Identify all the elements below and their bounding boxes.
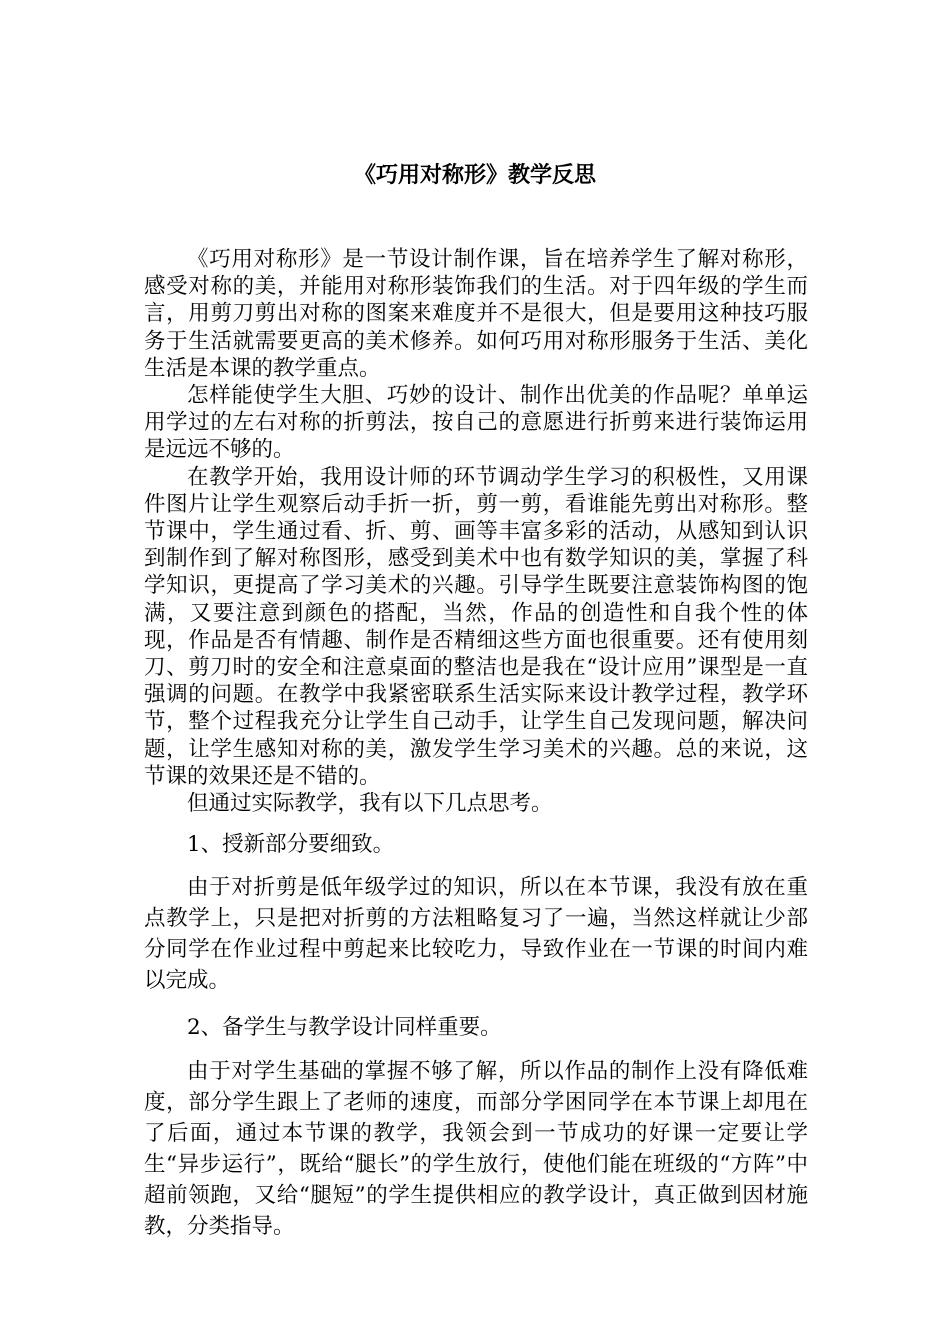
document-title: 《巧用对称形》教学反思 [353, 162, 596, 188]
paragraph-section-2: 由于对学生基础的掌握不够了解，所以作品的制作上没有降低难度，部分学生跟上了老师的速度，而部分学困同学在本节课上却甩在了后面，通过本节课的教学，我领会到一节成功的好课一定要让学生“异步运行”，既给“腿长”的学生放行，使他们能在班级的“方阵”中超前领跑，又给“腿短”的学生提供相应的教学设计，真正做到因材施教，分类指导。 [144, 1058, 808, 1239]
paragraph-question: 怎样能使学生大胆、巧妙的设计、制作出优美的作品呢？单单运用学过的左右对称的折剪法，按自己的意愿进行折剪来进行装饰运用是远远不够的。 [144, 383, 808, 463]
paragraph-teaching-process: 在教学开始，我用设计师的环节调动学生学习的积极性，又用课件图片让学生观察后动手折一折，剪一剪，看谁能先剪出对称形。整节课中，学生通过看、折、剪、画等丰富多彩的活动，从感知到认识到制作到了解对称图形，感受到美术中也有数学知识的美，掌握了科学知识，更提高了学习美术的兴趣。引导学生既要注意装饰构图的饱满，又要注意到颜色的搭配，当然，作品的创造性和自我个性的体现，作品是否有情趣、制作是否精细这些方面也很重要。还有使用刻刀、剪刀时的安全和注意桌面的整洁也是我在“设计应用”课型是一直强调的问题。在教学中我紧密联系生活实际来设计教学过程，教学环节，整个过程我充分让学生自己动手，让学生自己发现问题，解决问题，让学生感知对称的美，激发学生学习美术的兴趣。总的来说，这节课的效果还是不错的。 [144, 464, 808, 789]
paragraph-section-1: 由于对折剪是低年级学过的知识，所以在本节课，我没有放在重点教学上，只是把对折剪的方法粗略复习了一遍，当然这样就让少部分同学在作业过程中剪起来比较吃力，导致作业在一节课的时间内难以完成。 [144, 875, 808, 994]
paragraph-reflection-lead: 但通过实际教学，我有以下几点思考。 [187, 791, 553, 817]
paragraph-intro: 《巧用对称形》是一节设计制作课，旨在培养学生了解对称形，感受对称的美，并能用对称形装饰我们的生活。对于四年级的学生而言，用剪刀剪出对称的图案来难度并不是很大，但是要用这种技巧服务于生活就需要更高的美术修养。如何巧用对称形服务于生活、美化生活是本课的教学重点。 [144, 247, 808, 381]
section-heading-2: 2、备学生与教学设计同样重要。 [187, 1015, 502, 1041]
section-heading-1: 1、授新部分要细致。 [187, 832, 395, 858]
document-body [144, 246, 808, 1242]
